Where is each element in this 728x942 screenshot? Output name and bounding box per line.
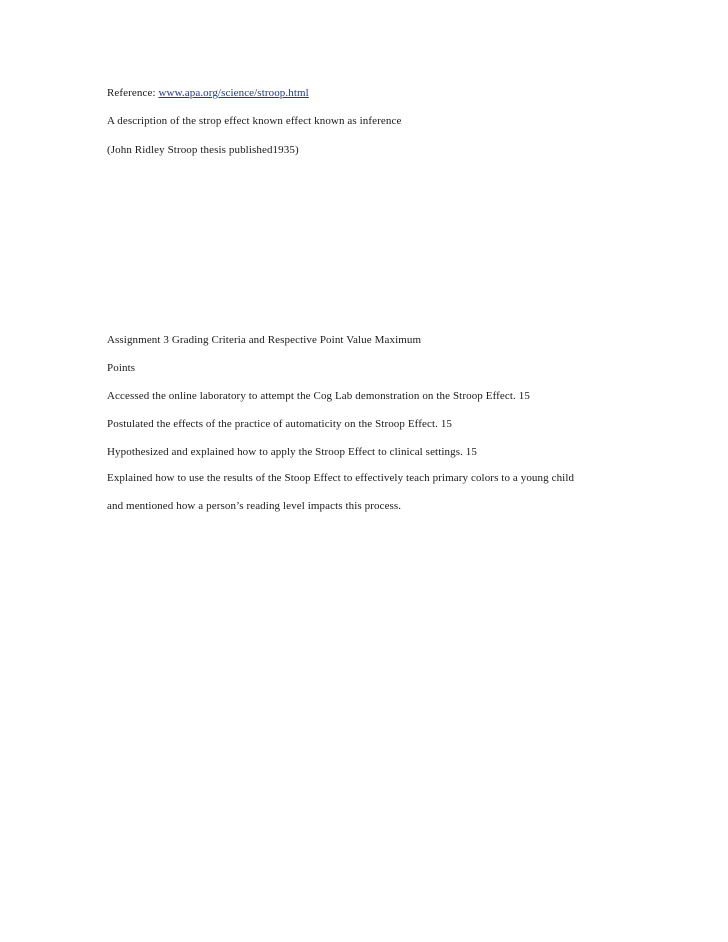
criteria-item-1: Accessed the online laboratory to attempt the Cog Lab demonstration on the Stroop Effect. 15 [107, 390, 530, 402]
criteria-item-2: Postulated the effects of the practice of automaticity on the Stroop Effect. 15 [107, 418, 453, 430]
criteria-heading: Assignment 3 Grading Criteria and Respective Point Value Maximum [107, 334, 422, 346]
reference-link[interactable]: www.apa.org/science/stroop.html [158, 87, 309, 99]
citation-line: (John Ridley Stroop thesis published1935) [107, 144, 299, 156]
criteria-item-4: Explained how to use the results of the Stoop Effect to effectively teach primary colors to a young child [107, 472, 575, 484]
criteria-item-4-continued: and mentioned how a person’s reading level impacts this process. [107, 500, 402, 512]
description-line: A description of the strop effect known effect known as inference [107, 115, 402, 127]
reference-label: Reference: [107, 87, 159, 99]
reference-line [107, 86, 309, 100]
criteria-item-3: Hypothesized and explained how to apply the Stroop Effect to clinical settings. 15 [107, 446, 477, 458]
points-label: Points [107, 362, 136, 374]
